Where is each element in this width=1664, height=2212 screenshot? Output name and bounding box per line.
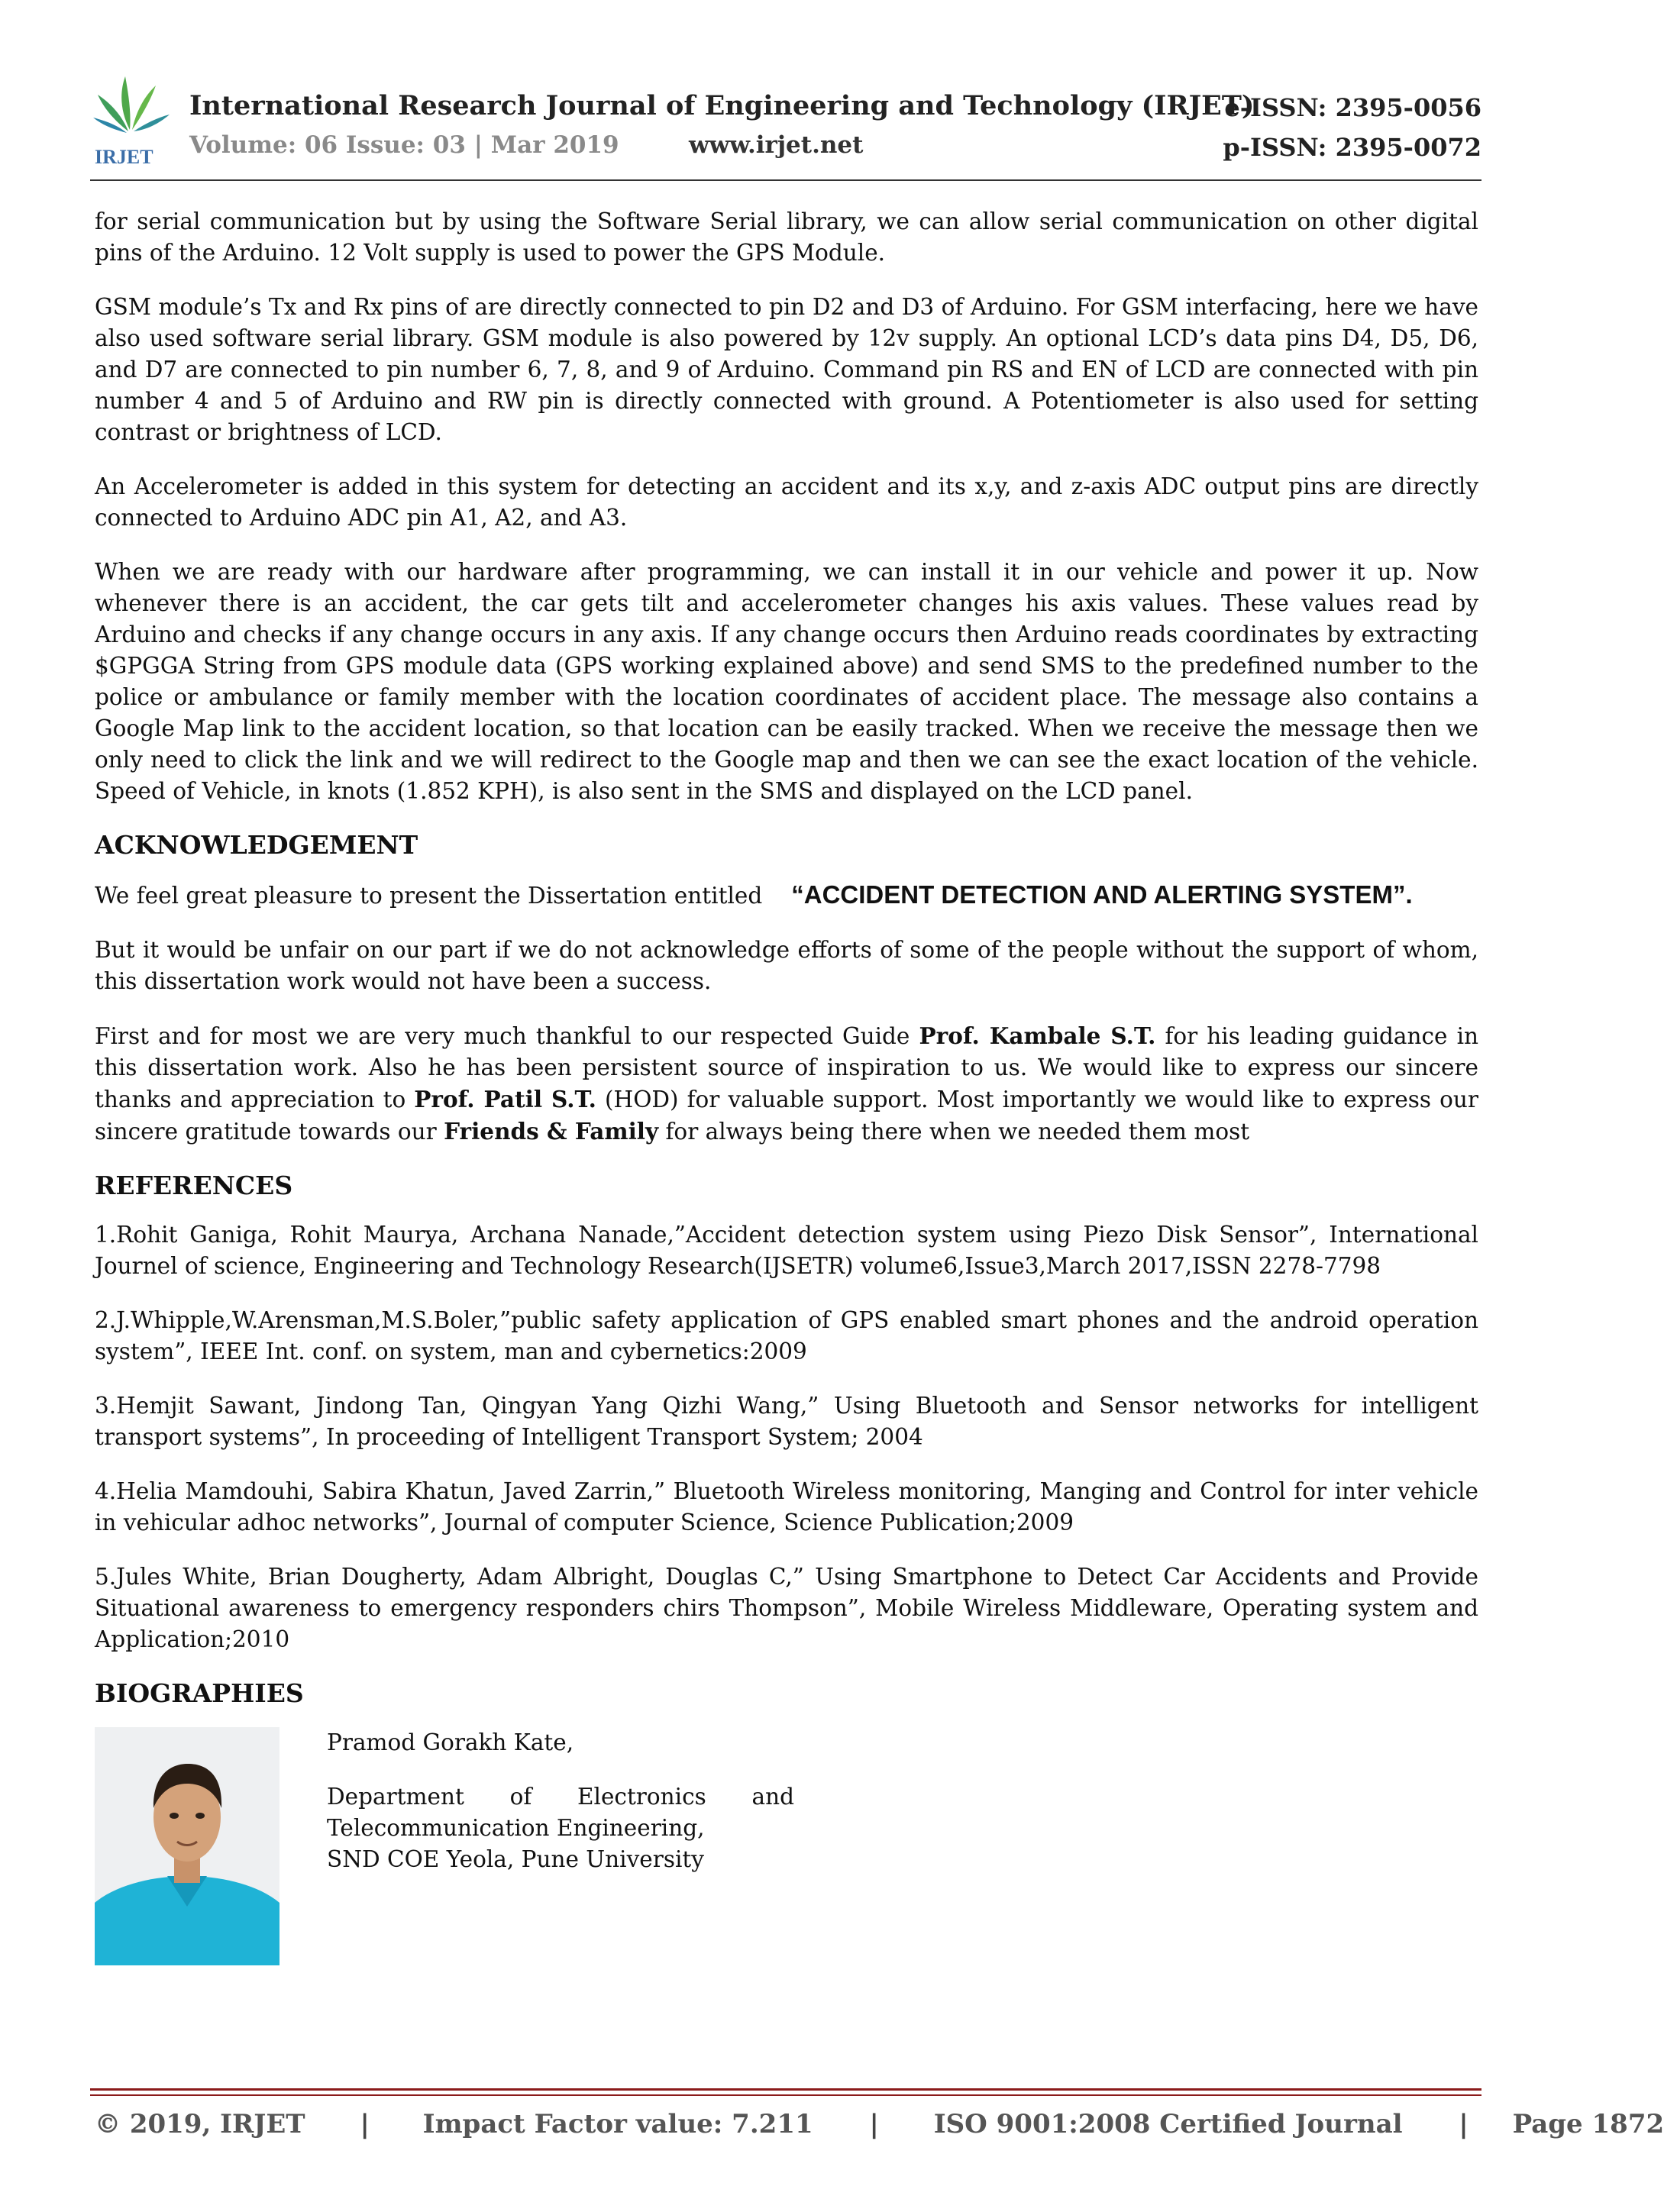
footer-separator: |	[360, 2109, 370, 2139]
acknowledgement-intro-text: We feel great pleasure to present the Dissertation entitled	[95, 883, 763, 909]
eissn: e-ISSN: 2395-0056	[1224, 93, 1481, 122]
ack-text: (HOD) for valuable support. Most importantly we would like to express our sincere gratitude towards our	[95, 1087, 1478, 1145]
pissn: p-ISSN: 2395-0072	[1223, 133, 1481, 162]
body-paragraph: for serial communication but by using the Software Serial library, we can allow serial communication on other digital pins of the Arduino. 12 Volt supply is used to power the GPS Module.	[95, 208, 1478, 266]
friends-family: Friends & Family	[444, 1118, 659, 1145]
page-content	[95, 206, 1478, 1971]
acknowledgement-paragraph	[95, 1020, 1478, 1148]
footer-separator: |	[1459, 2109, 1469, 2139]
author-name: Pramod Gorakh Kate,	[327, 1729, 574, 1755]
dept-line: Telecommunication Engineering,	[327, 1815, 705, 1841]
acknowledgement-heading: ACKNOWLEDGEMENT	[95, 830, 418, 860]
footer-divider	[90, 2094, 1481, 2096]
ack-text: for always being there when we needed them most	[658, 1119, 1250, 1145]
references-heading: REFERENCES	[95, 1171, 293, 1200]
acknowledgement-paragraph: But it would be unfair on our part if we do not acknowledge efforts of some of the people without the support of whom, this dissertation work would not have been a success.	[95, 937, 1478, 994]
dept-line: SND COE Yeola, Pune University	[327, 1846, 704, 1872]
footer-divider	[90, 2088, 1481, 2091]
reference-item: 2.J.Whipple,W.Arensman,M.S.Boler,”public safety application of GPS enabled smart phones and the android operation system”, IEEE Int. conf. on system, man and cybernetics:2009	[95, 1307, 1478, 1364]
page-footer	[95, 2109, 1664, 2139]
dissertation-title: “ACCIDENT DETECTION AND ALERTING SYSTEM”.	[791, 880, 1413, 909]
body-paragraph: When we are ready with our hardware after programming, we can install it in our vehicle and power it up. Now whenever there is an accident, the car gets tilt and accelerometer changes his axis values. These values read by Arduino and checks if any change occurs in any axis. If any change occurs then Arduino reads coordinates by extracting $GPGGA String from GPS module data (GPS working explained above) and send SMS to the predefined number to the police or ambulance or family member with the location coordinates of accident place. The message also contains a Google Map link to the accident location, so that location can be easily tracked. When we receive the message then we only need to click the link and we will redirect to the Google map and then we can see the exact location of the vehicle. Speed of Vehicle, in knots (1.852 KPH), is also sent in the SMS and displayed on the LCD panel.	[95, 559, 1478, 804]
body-paragraph: An Accelerometer is added in this system for detecting an accident and its x,y, and z-axis ADC output pins are directly connected to Arduino ADC pin A1, A2, and A3.	[95, 473, 1478, 531]
biography-text	[327, 1727, 794, 1898]
guide-name: Prof. Kambale S.T.	[919, 1022, 1156, 1049]
footer-iso: ISO 9001:2008 Certified Journal	[933, 2109, 1403, 2139]
journal-volume: Volume: 06 Issue: 03 | Mar 2019	[189, 131, 619, 159]
dept-line: Department of Electronics and	[327, 1784, 794, 1810]
acknowledgement-intro	[95, 879, 1478, 912]
ack-text: for his leading guidance in this dissertation work. Also he has been persistent source of inspiration to us. We would like to express our sincere thanks and appreciation to	[95, 1023, 1479, 1112]
logo-text: IRJET	[95, 146, 153, 168]
biographies-heading: BIOGRAPHIES	[95, 1678, 304, 1708]
footer-copyright: © 2019, IRJET	[95, 2109, 305, 2139]
ack-text: First and for most we are very much thankful to our respected Guide	[95, 1023, 919, 1049]
journal-title: International Research Journal of Engineering and Technology (IRJET)	[189, 90, 1255, 121]
author-photo	[95, 1727, 279, 1965]
reference-item: 5.Jules White, Brian Dougherty, Adam Albright, Douglas C,” Using Smartphone to Detect Car Accidents and Provide Situational awareness to emergency responders chirs Thompson”, Mobile Wireless Middleware, Operating system and Application;2010	[95, 1564, 1478, 1652]
journal-website[interactable]: www.irjet.net	[689, 131, 864, 159]
irjet-logo-icon	[90, 70, 174, 168]
page-header	[90, 70, 1481, 185]
reference-item: 3.Hemjit Sawant, Jindong Tan, Qingyan Yang Qizhi Wang,” Using Bluetooth and Sensor networks for intelligent transport systems”, In proceeding of Intelligent Transport System; 2004	[95, 1393, 1478, 1450]
reference-item: 4.Helia Mamdouhi, Sabira Khatun, Javed Zarrin,” Bluetooth Wireless monitoring, Manging and Control for inter vehicle in vehicular adhoc networks”, Journal of computer Science, Science Publication;2009	[95, 1478, 1478, 1535]
body-paragraph: GSM module’s Tx and Rx pins of are directly connected to pin D2 and D3 of Arduino. For GSM interfacing, here we have also used software serial library. GSM module is also powered by 12v supply. An optional LCD’s data pins D4, D5, D6, and D7 are connected to pin number 6, 7, 8, and 9 of Arduino. Command pin RS and EN of LCD are connected with pin number 4 and 5 of Arduino and RW pin is directly connected with ground. A Potentiometer is also used for setting contrast or brightness of LCD.	[95, 294, 1478, 445]
header-divider	[90, 179, 1481, 181]
footer-separator: |	[869, 2109, 879, 2139]
hod-name: Prof. Patil S.T.	[414, 1086, 596, 1112]
biography-entry	[95, 1727, 1478, 1971]
reference-item: 1.Rohit Ganiga, Rohit Maurya, Archana Nanade,”Accident detection system using Piezo Disk Sensor”, International Journel of science, Engineering and Technology Research(IJSETR) volume6,Issue3,March 2017,ISSN 2278-7798	[95, 1222, 1478, 1279]
footer-page-number: Page 1872	[1512, 2109, 1664, 2139]
footer-impact-factor: Impact Factor value: 7.211	[422, 2109, 813, 2139]
author-department	[327, 1781, 794, 1875]
